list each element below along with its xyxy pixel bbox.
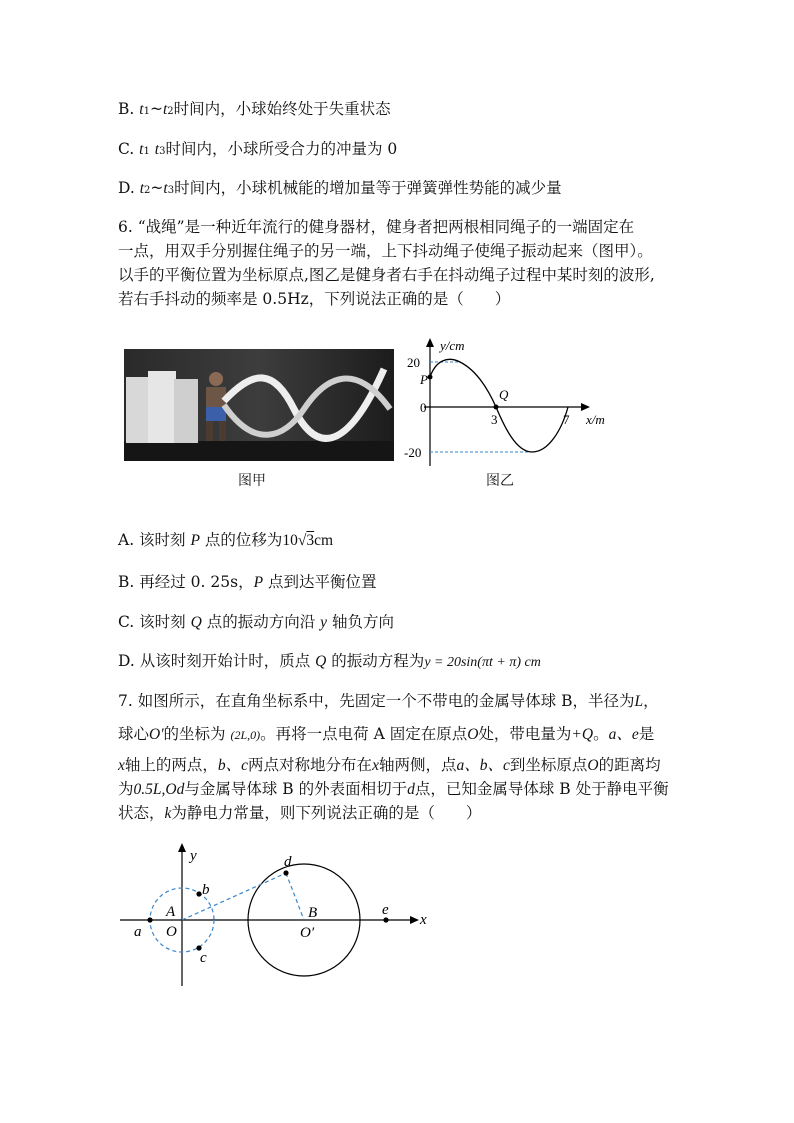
q7-stem-line-5: 状态，k为静电力常量，则下列说法正确的是（ ） — [118, 804, 482, 822]
y-axis-label: y/cm — [440, 338, 465, 353]
label-q: Q — [499, 387, 509, 402]
label-origin: O — [166, 924, 177, 940]
y-tick-neg20: -20 — [404, 445, 422, 460]
x-tick-3: 3 — [491, 412, 498, 427]
caption-figure-a: 图甲 — [238, 473, 266, 489]
x-tick-7: 7 — [563, 412, 570, 427]
wave-graph — [404, 334, 624, 474]
q6-option-d: D. 从该时刻开始计时，质点 Q 的振动方程为y = 20sin(πt + π) cm — [118, 652, 541, 670]
y-axis-arrow-icon — [426, 338, 434, 347]
q7-stem-line-1: 7. 如图所示，在直角坐标系中，先固定一个不带电的金属导体球 B，半径为L， — [118, 692, 659, 710]
q7-stem-line-2: 球心O'的坐标为 (2L,0)。再将一点电荷 A 固定在原点O处，带电量为+Q。a、e是 — [118, 725, 655, 743]
q7-stem-line-3: x轴上的两点，b、c两点对称地分布在x轴两侧，点a、b、c到坐标原点O的距离均 — [118, 756, 661, 774]
label-o-prime: O′ — [300, 925, 315, 941]
point-b-dot — [196, 891, 201, 896]
x-axis-arrow-icon — [410, 916, 419, 924]
point-q-dot — [494, 405, 499, 410]
point-e-dot — [383, 917, 388, 922]
q7-figure — [116, 840, 436, 990]
wave-curve — [430, 359, 568, 452]
label-d: d — [284, 854, 292, 870]
point-d-dot — [283, 870, 288, 875]
q5-option-c: C. t1 t3时间内，小球所受合力的冲量为 0 — [118, 140, 398, 158]
caption-figure-b: 图乙 — [486, 473, 514, 489]
q7-stem-line-4: 为0.5L,Od与金属导体球 B 的外表面相切于d点，已知金属导体球 B 处于静电平衡 — [118, 780, 669, 798]
q6-stem-line-2: 一点，用双手分别握住绳子的另一端，上下抖动绳子使绳子振动起来（图甲）。 — [118, 242, 653, 260]
point-a-dot — [147, 917, 152, 922]
y-axis-arrow-icon — [178, 843, 186, 852]
y-tick-20: 20 — [407, 355, 420, 370]
q6-option-a: A. 该时刻 P 点的位移为10√3cm — [118, 531, 334, 549]
label-c: c — [200, 950, 207, 966]
x-axis-arrow-icon — [581, 403, 590, 411]
label-y: y — [190, 848, 197, 864]
label-e: e — [382, 902, 389, 918]
label-a-charge: A — [166, 904, 176, 920]
battle-rope-photo — [124, 349, 394, 461]
x-axis-label: x/m — [586, 412, 605, 427]
point-p-dot — [428, 375, 433, 380]
y-tick-0: 0 — [420, 400, 427, 415]
label-a: a — [134, 924, 142, 940]
label-b: b — [202, 882, 210, 898]
label-sphere-b: B — [308, 905, 318, 921]
q5-option-d: D. t2~t3时间内，小球机械能的增加量等于弹簧弹性势能的减少量 — [118, 179, 562, 197]
radius-line-od-prime — [286, 873, 304, 920]
q6-stem-line-4: 若右手抖动的频率是 0.5Hz，下列说法正确的是（ ） — [118, 290, 511, 308]
q6-option-b: B. 再经过 0. 25s，P 点到达平衡位置 — [118, 573, 377, 591]
tangent-line-od — [182, 873, 286, 920]
label-p: P — [420, 372, 428, 387]
q6-stem-line-3: 以手的平衡位置为坐标原点,图乙是健身者右手在抖动绳子过程中某时刻的波形, — [118, 266, 655, 284]
q6-stem-line-1: 6. “战绳”是一种近年流行的健身器材，健身者把两根相同绳子的一端固定在 — [118, 218, 635, 236]
q6-option-c: C. 该时刻 Q 点的振动方向沿 y 轴负方向 — [118, 613, 394, 631]
label-x: x — [420, 912, 427, 928]
q5-option-b: B. t1~t2时间内，小球始终处于失重状态 — [118, 100, 391, 118]
